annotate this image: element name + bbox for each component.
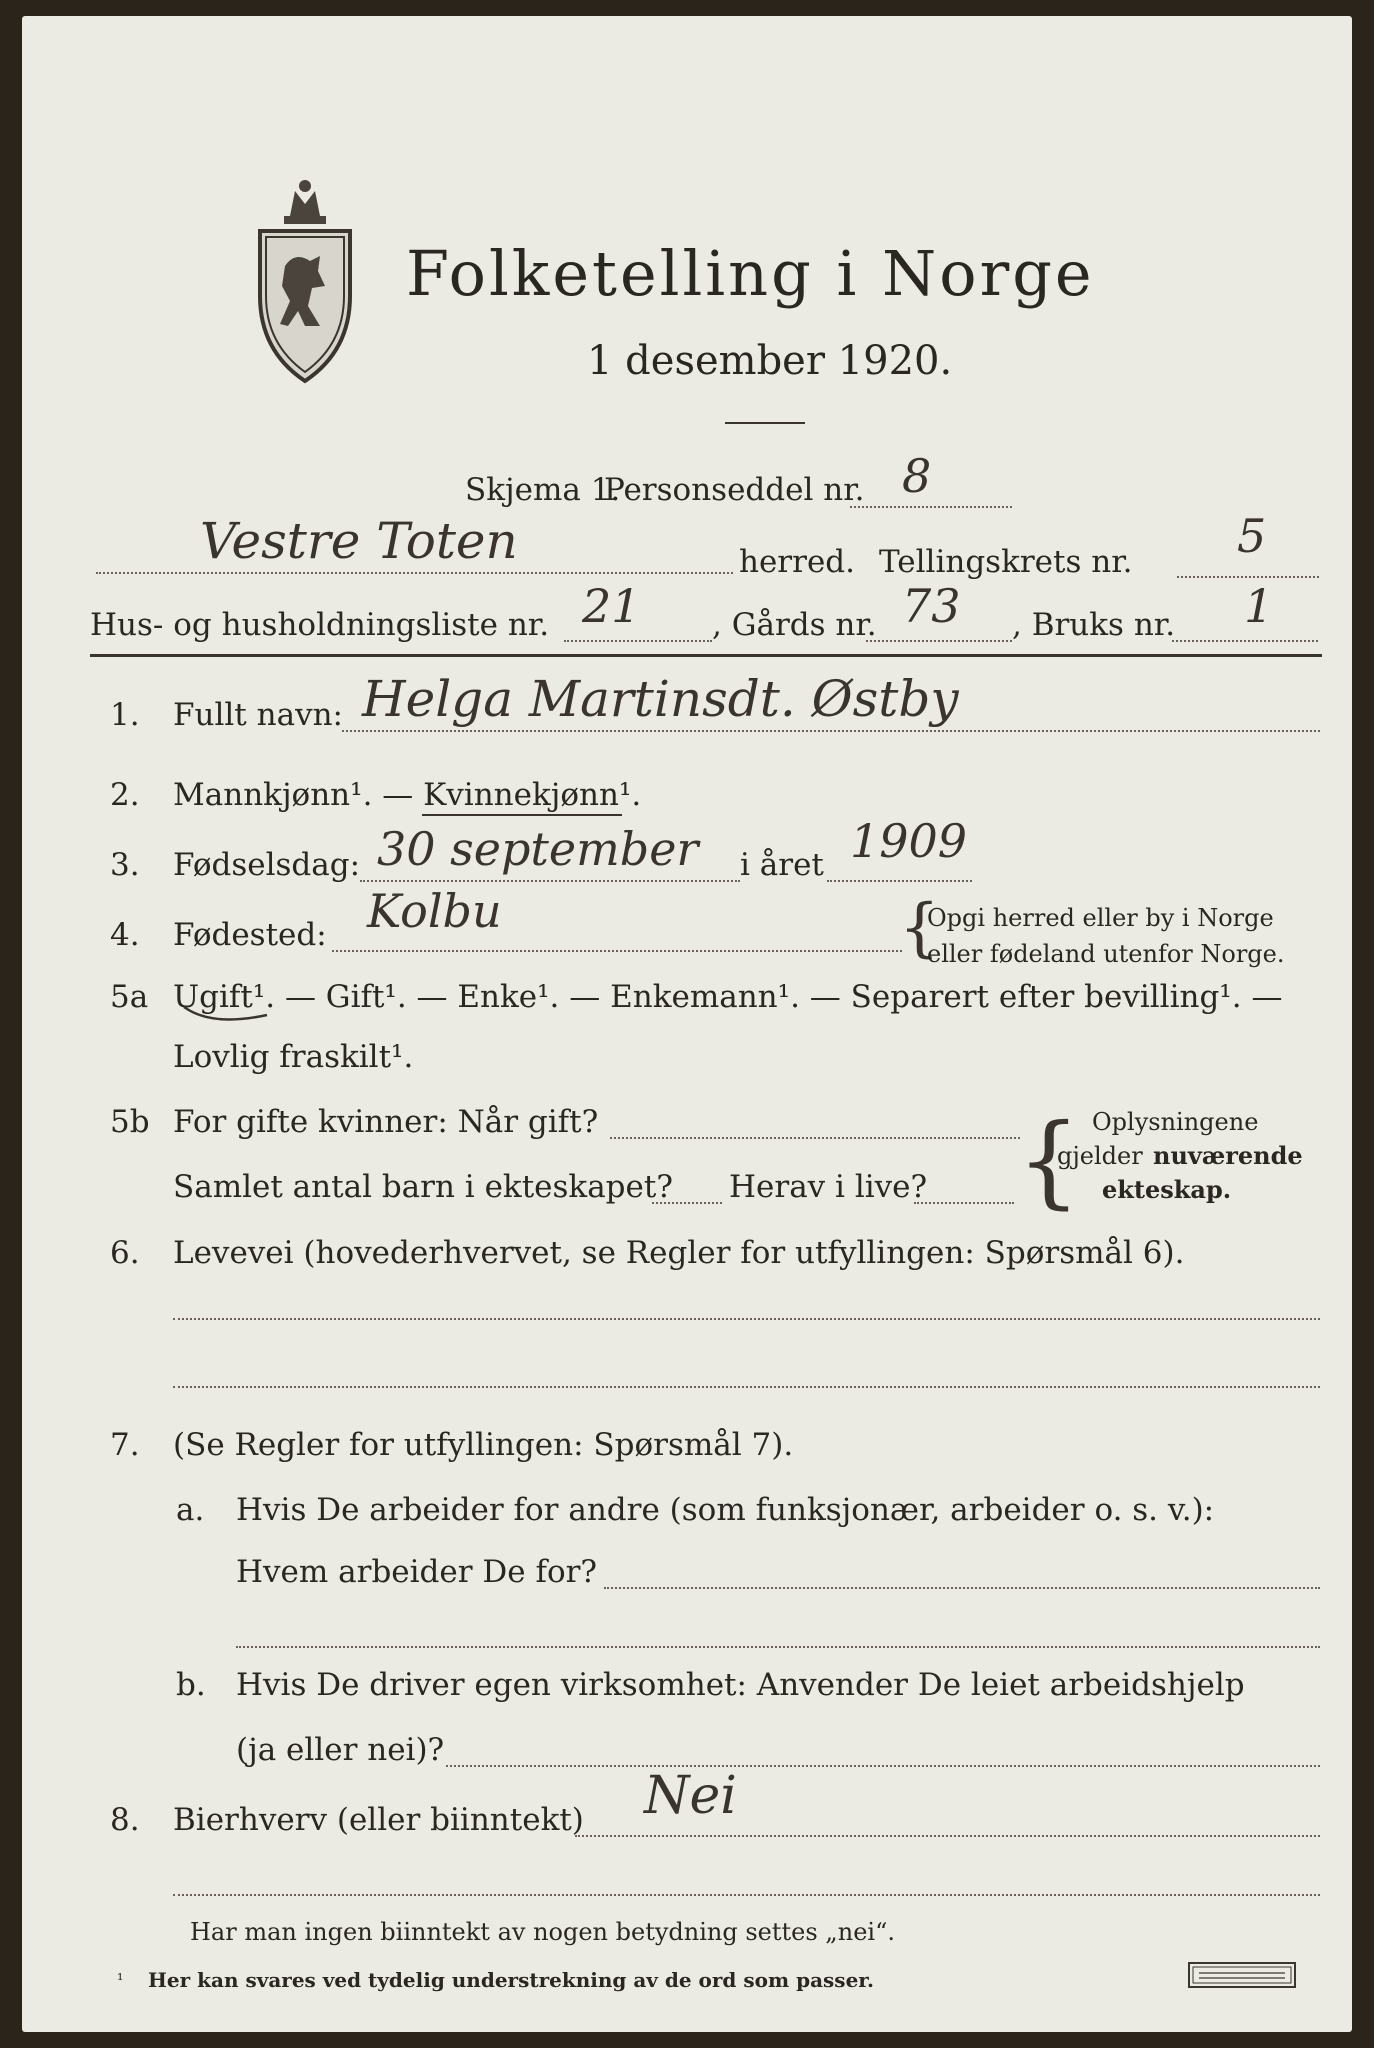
q5a-marital-options: Ugift¹. — Gift¹. — Enke¹. — Enkemann¹. — Separert efter bevilling¹. — (173, 979, 1283, 1015)
form-date: 1 desember 1920. (587, 338, 953, 384)
q2-number: 2. (110, 777, 140, 813)
q7a-line2: Hvem arbeider De for? (236, 1554, 598, 1590)
q8-label: Bierhverv (eller biinntekt) (173, 1802, 584, 1838)
q1-label: Fullt navn: (173, 697, 343, 733)
hus-value: 21 (582, 579, 641, 633)
q3-year-value: 1909 (850, 814, 968, 868)
q4-note-2: eller fødeland utenfor Norge. (927, 940, 1285, 968)
footnote-mark: ¹ (117, 1970, 124, 1989)
q5b-number: 5b (110, 1104, 150, 1140)
q7b-line1: Hvis De driver egen virksomhet: Anvender De leiet arbeidshjelp (236, 1667, 1245, 1703)
q7-number: 7. (110, 1427, 140, 1463)
q5a-ugift-underline (182, 1001, 272, 1027)
q3-year-label: i året (740, 847, 824, 883)
q3-label: Fødselsdag: (173, 847, 361, 883)
q3-birthday-value: 30 september (377, 822, 699, 876)
census-form-page: Folketelling i Norge 1 desember 1920. Skjema 1. Personseddel nr. 8 Vestre Toten herred. Tellingskrets nr. 5 Hus- og husholdningsliste nr. 21 , Gårds nr. 73 , Bruks nr. 1 1. Fullt navn: Helga Martinsdt. Østby 2. Mannkjønn¹. — Kvinnekjønn¹. 3. Fødselsdag: 30 september i året 1909 4. Fødested: Kolbu { Opgi herred eller by i Norge eller fødeland utenfor Norge. 5a Ugift¹. — Gift¹. — Enke¹. — Enkemann¹. — Separert efter bevilling¹. — Lovlig fraskilt¹. 5b For gifte kvinner: Når gift? Samlet antal barn i ekteskapet? Herav i live? { Oplysningene gjelder nuværende ekteskap. 6. Levevei (hovederhvervet, se Regler for utfyllingen: Spørsmål 6). 7. (Se Regler for utfyllingen: Spørsmål 7). a. Hvis De arbeider for andre (som funksjonær, arbeider o. s. v.): Hvem arbeider De for? b. Hvis De driver egen virksomhet: Anvender De leiet arbeidshjelp (ja eller nei)? 8. Bierhverv (eller biinntekt) Nei Har man ingen biinntekt av nogen betydning settes „nei“. ¹ Her kan svares ved tydelig understrekning av de ord som passer. (22, 16, 1352, 2032)
skjema-label: Skjema 1. (465, 472, 621, 508)
herred-value: Vestre Toten (200, 512, 518, 570)
q5b-note-1: Oplysningene (1092, 1108, 1259, 1136)
q7b-number: b. (176, 1667, 206, 1703)
q2-gender-options: Mannkjønn¹. — Kvinnekjønn¹. (173, 777, 642, 813)
personseddel-value: 8 (902, 449, 932, 503)
q5a-line2: Lovlig fraskilt¹. (173, 1039, 414, 1075)
bruks-label: , Bruks nr. (1012, 607, 1176, 643)
q3-number: 3. (110, 847, 140, 883)
q5b-note-3: ekteskap. (1102, 1175, 1232, 1204)
q5b-note-2a: gjelder (1057, 1142, 1143, 1170)
q4-note-1: Opgi herred eller by i Norge (927, 904, 1274, 932)
footnote-text: Her kan svares ved tydelig understrekning av de ord som passer. (148, 1968, 874, 1992)
q7a-line1: Hvis De arbeider for andre (som funksjonær, arbeider o. s. v.): (236, 1492, 1215, 1528)
gards-value: 73 (902, 579, 961, 633)
q4-birthplace-value: Kolbu (367, 884, 502, 938)
q7-label: (Se Regler for utfyllingen: Spørsmål 7). (173, 1427, 794, 1463)
tellingskrets-label: Tellingskrets nr. (879, 544, 1133, 580)
q1-number: 1. (110, 697, 140, 733)
q4-label: Fødested: (173, 917, 327, 953)
tellingskrets-value: 5 (1237, 509, 1267, 563)
q7b-line2: (ja eller nei)? (236, 1732, 445, 1768)
q8-secondary-income-value: Nei (644, 1766, 737, 1826)
coat-of-arms-icon (250, 176, 360, 391)
footer-note: Har man ingen biinntekt av nogen betydning settes „nei“. (190, 1918, 895, 1946)
form-title: Folketelling i Norge (406, 237, 1095, 310)
gards-label: , Gårds nr. (712, 607, 877, 643)
hus-label: Hus- og husholdningsliste nr. (90, 607, 550, 643)
printer-stamp-icon (1187, 1961, 1297, 1989)
q5b-note-2b: nuværende (1153, 1141, 1303, 1170)
q5b-line1: For gifte kvinner: Når gift? (173, 1104, 599, 1140)
q8-number: 8. (110, 1802, 140, 1838)
personseddel-label: Personseddel nr. (604, 472, 865, 508)
bruks-value: 1 (1244, 579, 1274, 633)
q5b-line2b: Herav i live? (729, 1169, 928, 1205)
header-rule (90, 654, 1322, 657)
q4-number: 4. (110, 917, 140, 953)
q7a-number: a. (176, 1492, 205, 1528)
q6-label: Levevei (hovederhvervet, se Regler for utfyllingen: Spørsmål 6). (173, 1235, 1185, 1271)
q2-kvinnekjonn-underline (422, 814, 622, 816)
herred-label: herred. (739, 544, 855, 580)
q1-full-name-value: Helga Martinsdt. Østby (362, 670, 959, 728)
title-divider (725, 422, 805, 424)
q6-number: 6. (110, 1235, 140, 1271)
q5b-line2a: Samlet antal barn i ekteskapet? (173, 1169, 673, 1205)
q5a-number: 5a (110, 979, 149, 1015)
